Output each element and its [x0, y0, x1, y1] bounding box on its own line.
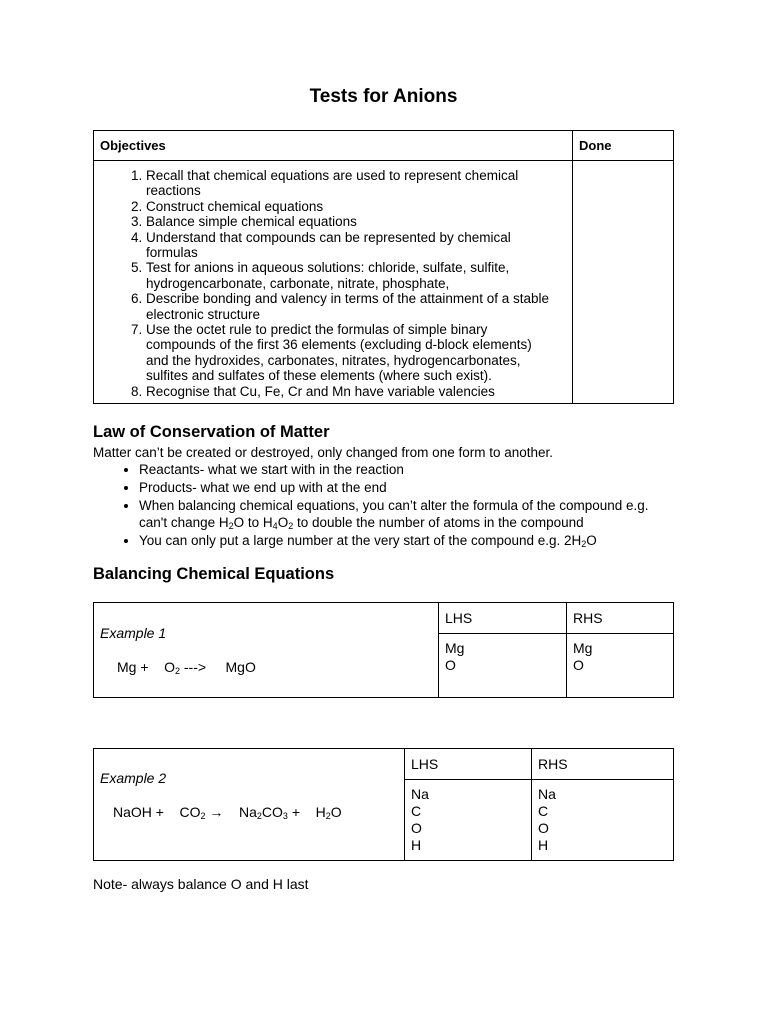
example2-rhs-header: RHS	[532, 749, 674, 780]
example1-equation: Mg + $O_2$ ---> MgO	[117, 659, 256, 676]
objectives-header: Objectives	[94, 131, 573, 161]
page-title: Tests for Anions	[309, 86, 458, 107]
example1-table	[93, 602, 674, 698]
example2-equation: NaOH + $CO_2$ → $Na_2CO_3$ + $H_2O$	[113, 804, 342, 821]
objective-item: 8. Recognise that Cu, Fe, Cr and Mn have variable valencies	[146, 384, 554, 399]
done-cell	[573, 161, 674, 404]
objectives-list	[94, 161, 572, 403]
example1-label: Example 1	[100, 625, 167, 641]
example2-equation-cell	[94, 749, 405, 861]
example1-rhs-elements: Mg O	[567, 634, 674, 698]
balancing-note: Note- always balance O and H last	[93, 876, 309, 892]
example2-rhs-elements: Na C O H	[532, 780, 674, 861]
balancing-heading: Balancing Chemical Equations	[93, 565, 335, 583]
objective-item: 2. Construct chemical equations	[146, 199, 554, 214]
objectives-table	[93, 130, 674, 404]
done-header: Done	[573, 131, 674, 161]
example2-lhs-elements: Na C O H	[405, 780, 532, 861]
law-bullet-formula-rule: • When balancing chemical equations, you can’t alter the formula of the compound e.g. can't change $H_2O$ to $H_4O_2$ to double the number of atoms in the compound	[139, 497, 679, 531]
objective-item: 5. Test for anions in aqueous solutions: chloride, sulfate, sulfite, hydrogencarbonate, carbonate, nitrate, phosphate,	[146, 260, 554, 291]
example1-lhs-header: LHS	[439, 603, 567, 634]
objective-item: 4. Understand that compounds can be represented by chemical formulas	[146, 230, 554, 261]
law-heading: Law of Conservation of Matter	[93, 423, 330, 441]
example1-rhs-header: RHS	[567, 603, 674, 634]
objectives-cell	[94, 161, 573, 404]
objective-item: 7. Use the octet rule to predict the formulas of simple binary compounds of the first 36 elements (excluding d-block elements) and the hydroxides, carbonates, nitrates, hydrogencarbonates, sulfites and sulfates of these elements (where such exist).	[146, 322, 554, 384]
example2-lhs-header: LHS	[405, 749, 532, 780]
objective-item: 1. Recall that chemical equations are used to represent chemical reactions	[146, 168, 554, 199]
example2-label: Example 2	[100, 770, 167, 786]
example1-lhs-elements: Mg O	[439, 634, 567, 698]
law-intro: Matter can’t be created or destroyed, only changed from one form to another.	[93, 445, 554, 460]
objective-item: 6. Describe bonding and valency in terms of the attainment of a stable electronic structure	[146, 291, 554, 322]
objective-item: 3. Balance simple chemical equations	[146, 214, 554, 229]
law-bullet-coefficient-rule: • You can only put a large number at the very start of the compound e.g. $2H_2O$	[139, 532, 679, 549]
example2-table	[93, 748, 674, 861]
law-bullet-products: • Products- what we end up with at the end	[139, 479, 679, 496]
law-bullet-reactants: • Reactants- what we start with in the reaction	[139, 461, 679, 478]
law-bullet-list	[93, 461, 679, 550]
example1-equation-cell	[94, 603, 439, 698]
